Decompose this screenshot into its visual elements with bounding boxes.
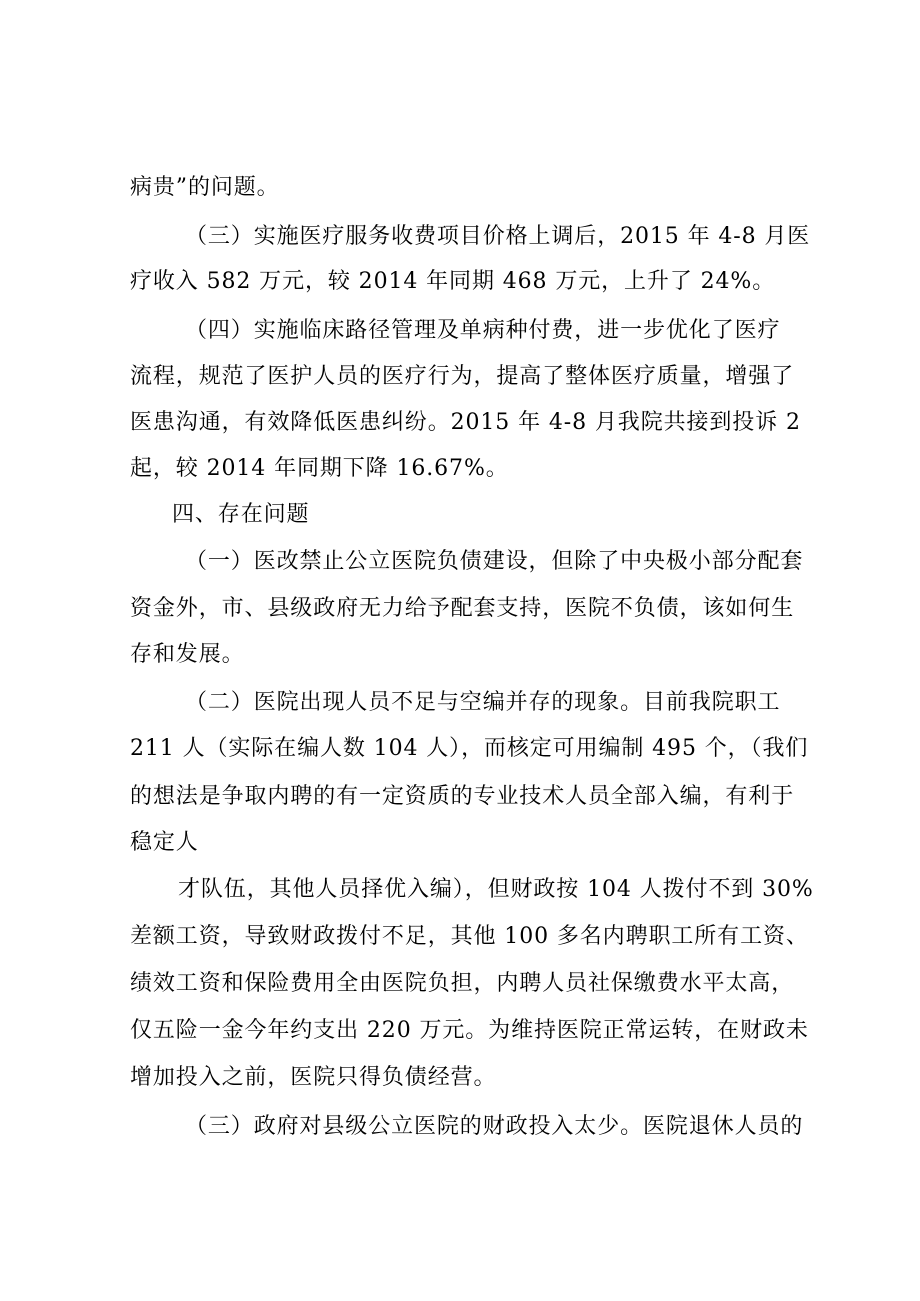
text-line: 流程，规范了医护人员的医疗行为，提高了整体医疗质量，增强了 — [130, 364, 795, 389]
text-line: （一）医改禁止公立医院负债建设，但除了中央极小部分配套 — [185, 549, 804, 574]
text-line: 差额工资，导致财政拨付不足，其他 100 多名内聘职工所有工资、 — [130, 924, 809, 949]
text-line: 疗收入 582 万元，较 2014 年同期 468 万元，上升了 24%。 — [130, 269, 776, 294]
text-line: 存和发展。 — [130, 642, 245, 667]
section-heading: 四、存在问题 — [172, 502, 310, 527]
text-line: 的想法是争取内聘的有一定资质的专业技术人员全部入编，有利于 — [130, 784, 795, 809]
text-line: 资金外，市、县级政府无力给予配套支持，医院不负债，该如何生 — [130, 596, 795, 621]
text-line: 稳定人 — [130, 830, 199, 855]
text-line: 仅五险一金今年约支出 220 万元。为维持医院正常运转，在财政未 — [130, 1018, 809, 1043]
text-line: 绩效工资和保险费用全由医院负担，内聘人员社保缴费水平太高， — [130, 971, 795, 996]
text-line: 病贵”的问题。 — [130, 175, 280, 200]
text-line: （二）医院出现人员不足与空编并存的现象。目前我院职工 — [185, 690, 781, 715]
text-line: 211 人（实际在编人数 104 人），而核定可用编制 495 个，（我们 — [130, 736, 809, 761]
text-line: 医患沟通，有效降低医患纠纷。2015 年 4-8 月我院共接到投诉 2 — [130, 410, 801, 435]
text-line: 起，较 2014 年同期下降 16.67%。 — [130, 456, 509, 481]
text-line: 才队伍，其他人员择优入编），但财政按 104 人拨付不到 30% — [178, 877, 814, 902]
text-line: （三）实施医疗服务收费项目价格上调后，2015 年 4-8 月医 — [185, 224, 811, 249]
text-line: （四）实施临床路径管理及单病种付费，进一步优化了医疗 — [185, 318, 781, 343]
text-line: （三）政府对县级公立医院的财政投入太少。医院退休人员的 — [185, 1114, 804, 1139]
text-line: 增加投入之前，医院只得负债经营。 — [130, 1065, 497, 1090]
